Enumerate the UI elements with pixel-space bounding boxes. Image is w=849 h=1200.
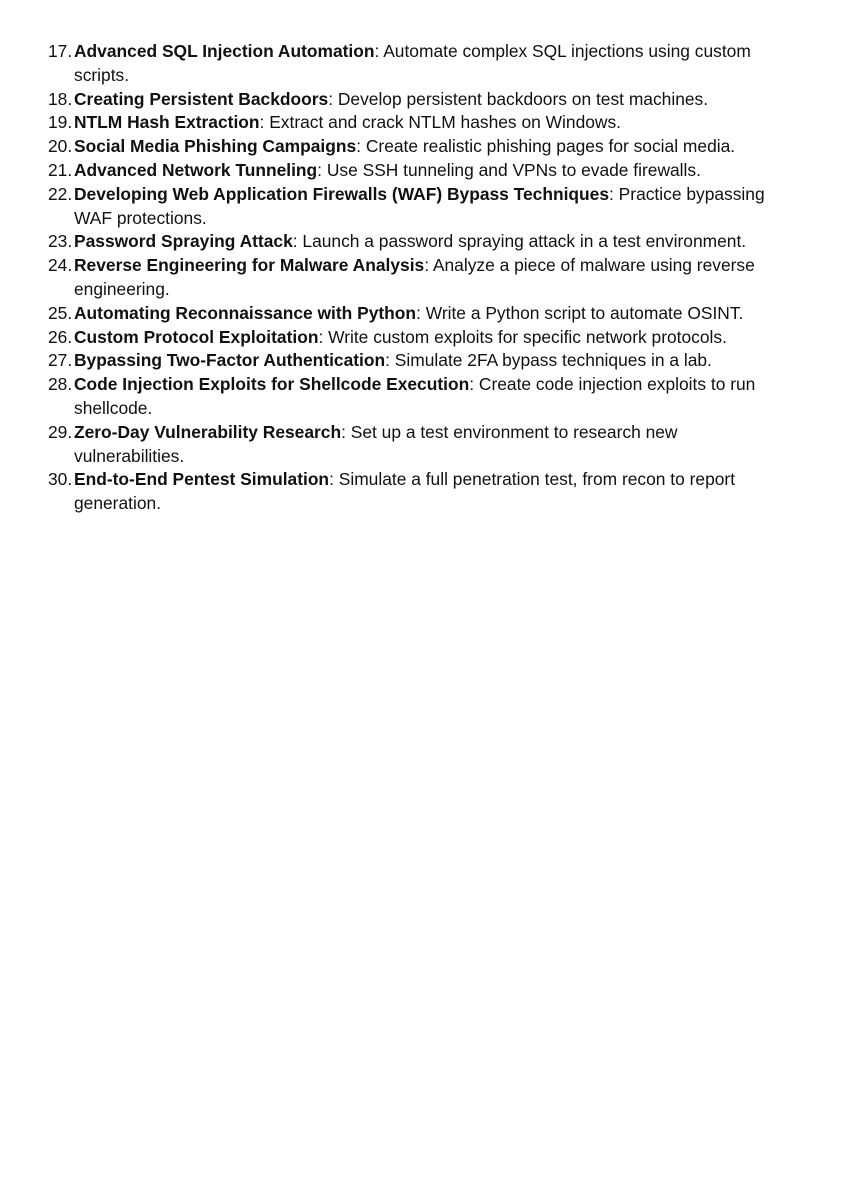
- item-number: 22.: [48, 183, 73, 204]
- item-description: : Automate complex SQL injections using custom scripts.: [74, 41, 751, 85]
- item-description: : Write custom exploits for specific network protocols.: [318, 326, 727, 347]
- list-item: [48, 302, 788, 326]
- item-description: : Use SSH tunneling and VPNs to evade firewalls.: [317, 159, 701, 180]
- item-description: : Develop persistent backdoors on test machines.: [328, 88, 709, 109]
- item-number: 28.: [48, 374, 73, 395]
- item-number: 23.: [48, 231, 73, 252]
- item-title: Custom Protocol Exploitation: [74, 326, 319, 347]
- item-number: 21.: [48, 159, 73, 180]
- item-title: End-to-End Pentest Simulation: [74, 469, 330, 490]
- item-description: : Analyze a piece of malware using reverse engineering.: [74, 255, 755, 299]
- list-item: [48, 254, 788, 302]
- list-item: [48, 40, 788, 88]
- item-title: Developing Web Application Firewalls (WAF) Bypass Techniques: [74, 183, 610, 204]
- list-item: [48, 373, 788, 421]
- item-title: NTLM Hash Extraction: [74, 112, 260, 133]
- list-item: [48, 326, 788, 350]
- item-description: : Create code injection exploits to run shellcode.: [74, 374, 756, 418]
- list-item: [48, 349, 788, 373]
- item-description: : Launch a password spraying attack in a test environment.: [292, 231, 747, 252]
- item-number: 18.: [48, 88, 73, 109]
- item-title: Social Media Phishing Campaigns: [74, 136, 357, 157]
- item-description: : Create realistic phishing pages for social media.: [356, 136, 736, 157]
- list-item: [48, 183, 788, 231]
- item-title: Creating Persistent Backdoors: [74, 88, 329, 109]
- list-item: [48, 111, 788, 135]
- item-title: Code Injection Exploits for Shellcode Execution: [74, 374, 470, 395]
- item-number: 29.: [48, 421, 73, 442]
- list-item: [48, 468, 788, 516]
- list-item: [48, 230, 788, 254]
- item-description: : Practice bypassing WAF protections.: [74, 183, 765, 228]
- list-item: [48, 135, 788, 159]
- list-item: [48, 421, 788, 469]
- numbered-list: [48, 40, 788, 516]
- item-title: Advanced Network Tunneling: [74, 159, 318, 180]
- item-description: : Extract and crack NTLM hashes on Windows.: [259, 112, 622, 133]
- item-number: 27.: [48, 350, 73, 371]
- list-item: [48, 159, 788, 183]
- item-description: : Simulate a full penetration test, from recon to report generation.: [74, 469, 736, 514]
- item-number: 24.: [48, 255, 73, 276]
- item-number: 25.: [48, 302, 73, 323]
- item-number: 26.: [48, 326, 73, 347]
- item-number: 19.: [48, 112, 73, 133]
- item-number: 17.: [48, 41, 73, 61]
- item-number: 20.: [48, 136, 73, 157]
- item-title: Bypassing Two-Factor Authentication: [74, 350, 386, 371]
- item-title: Password Spraying Attack: [74, 231, 293, 252]
- item-description: : Simulate 2FA bypass techniques in a lab.: [385, 350, 712, 371]
- item-title: Advanced SQL Injection Automation: [74, 41, 375, 61]
- item-title: Automating Reconnaissance with Python: [74, 302, 417, 323]
- item-title: Reverse Engineering for Malware Analysis: [74, 255, 425, 276]
- item-title: Zero-Day Vulnerability Research: [74, 421, 342, 442]
- list-item: [48, 88, 788, 112]
- item-description: : Write a Python script to automate OSINT.: [416, 302, 744, 323]
- item-description: : Set up a test environment to research new vulnerabilities.: [74, 421, 678, 466]
- item-number: 30.: [48, 469, 73, 490]
